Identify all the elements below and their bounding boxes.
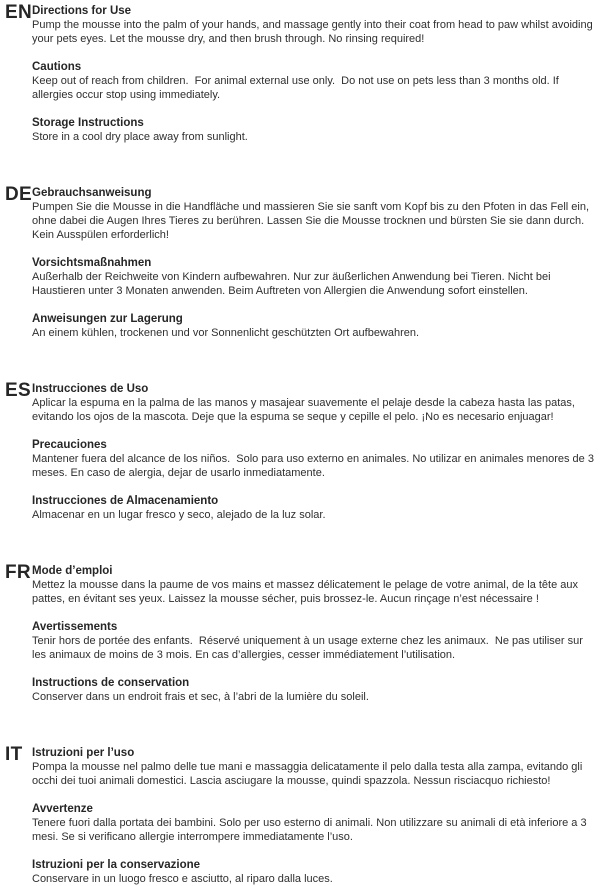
- es-cautions-body: Mantener fuera del alcance de los niños. Solo para uso externo en animales. No utilizar en animales menores de 3 meses. En caso de alergia, dejar de usarlo inmediatamente.: [32, 453, 597, 479]
- language-code-es: ES: [5, 380, 31, 401]
- it-cautions-body: Tenere fuori dalla portata dei bambini. Solo per uso esterno di animali. Non utilizzare su animali di età inferiore a 3 mesi. Se si verificano allergie interrompere immediatamente l’uso.: [32, 817, 590, 843]
- en-cautions-block: [32, 60, 598, 102]
- en-storage-body: Store in a cool dry place away from sunlight.: [32, 131, 248, 143]
- de-storage-heading: Anweisungen zur Lagerung: [32, 313, 183, 325]
- es-storage-body: Almacenar en un lugar fresco y seco, alejado de la luz solar.: [32, 509, 326, 521]
- section-de-content: [32, 186, 598, 340]
- de-cautions-body: Außerhalb der Reichweite von Kindern aufbewahren. Nur zur äußerlichen Anwendung bei Tieren. Nicht bei Haustieren unter 3 Monaten anwenden. Beim Auftreten von Allergien die Anwendung sofort einstellen.: [32, 271, 554, 297]
- de-directions-heading: Gebrauchsanweisung: [32, 187, 152, 199]
- de-cautions-heading: Vorsichtsmaßnahmen: [32, 257, 152, 269]
- it-storage-body: Conservare in un luogo fresco e asciutto, al riparo dalla luces.: [32, 873, 333, 885]
- language-code-de: DE: [5, 184, 32, 205]
- fr-directions-heading: Mode d’emploi: [32, 565, 113, 577]
- section-it-content: [32, 746, 598, 886]
- section-fr-content: [32, 564, 598, 704]
- fr-directions-block: [32, 564, 598, 606]
- es-cautions-heading: Precauciones: [32, 439, 107, 451]
- es-directions-heading: Instrucciones de Uso: [32, 383, 149, 395]
- en-cautions-body: Keep out of reach from children. For animal external use only. Do not use on pets less than 3 months old. If allergies occur stop using immediately.: [32, 75, 562, 101]
- it-directions-block: [32, 746, 598, 788]
- it-cautions-heading: Avvertenze: [32, 803, 93, 815]
- es-cautions-block: [32, 438, 598, 480]
- es-directions-block: [32, 382, 598, 424]
- fr-storage-block: [32, 676, 598, 704]
- en-directions-block: [32, 4, 598, 46]
- it-directions-body: Pompa la mousse nel palmo delle tue mani e massaggia delicatamente il pelo dalla testa alla zampa, evitando gli occhi dei tuoi animali domestici. Lascia asciugare la mousse, quindi spazzola. Nessun risciacquo richiesto!: [32, 761, 586, 787]
- de-directions-block: [32, 186, 598, 242]
- language-code-en: EN: [5, 2, 32, 23]
- en-storage-block: [32, 116, 598, 144]
- es-directions-body: Aplicar la espuma en la palma de las manos y masajear suavemente el pelaje desde la cabeza hasta las patas, evitando los ojos de la mascota. Deje que la espuma se seque y cepille el pelo. ¡No es necesario enjuagar!: [32, 397, 579, 423]
- it-directions-heading: Istruzioni per l’uso: [32, 747, 135, 759]
- language-code-fr: FR: [5, 562, 31, 583]
- section-es-content: [32, 382, 598, 522]
- fr-cautions-heading: Avertissements: [32, 621, 118, 633]
- language-code-it: IT: [5, 744, 23, 765]
- section-en-content: [32, 4, 598, 144]
- es-storage-block: [32, 494, 598, 522]
- de-storage-block: [32, 312, 598, 340]
- en-directions-body: Pump the mousse into the palm of your hands, and massage gently into their coat from head to paw whilst avoiding your pets eyes. Let the mousse dry, and then brush through. No rinsing required!: [32, 19, 596, 45]
- en-storage-heading: Storage Instructions: [32, 117, 144, 129]
- fr-directions-body: Mettez la mousse dans la paume de vos mains et massez délicatement le pelage de votre animal, de la tête aux pattes, en évitant ses yeux. Laissez la mousse sécher, puis brossez-le. Aucun rinçage n’est nécessaire !: [32, 579, 582, 605]
- section-de: [0, 186, 598, 340]
- section-fr: [0, 564, 598, 704]
- es-storage-heading: Instrucciones de Almacenamiento: [32, 495, 219, 507]
- it-storage-block: [32, 858, 598, 886]
- fr-cautions-block: [32, 620, 598, 662]
- fr-storage-body: Conserver dans un endroit frais et sec, à l’abri de la lumière du soleil.: [32, 691, 369, 703]
- fr-cautions-body: Tenir hors de portée des enfants. Réservé uniquement à un usage externe chez les animaux. Ne pas utiliser sur les animaux de moins de 3 mois. En cas d’allergies, cesser immédiatement l’utilisation.: [32, 635, 586, 661]
- section-es: [0, 382, 598, 522]
- fr-storage-heading: Instructions de conservation: [32, 677, 190, 689]
- de-storage-body: An einem kühlen, trockenen und vor Sonnenlicht geschützten Ort aufbewahren.: [32, 327, 420, 339]
- de-directions-body: Pumpen Sie die Mousse in die Handfläche und massieren Sie sie sanft vom Kopf bis zu den Pfoten in das Fell ein, ohne dabei die Augen Ihres Tieres zu berühren. Lassen Sie die Mousse trocknen und bürsten Sie sie dann durch. Kein Ausspülen erforderlich!: [32, 201, 593, 241]
- it-storage-heading: Istruzioni per la conservazione: [32, 859, 201, 871]
- it-cautions-block: [32, 802, 598, 844]
- en-directions-heading: Directions for Use: [32, 5, 132, 17]
- section-it: [0, 746, 598, 886]
- section-en: [0, 4, 598, 144]
- de-cautions-block: [32, 256, 598, 298]
- en-cautions-heading: Cautions: [32, 61, 82, 73]
